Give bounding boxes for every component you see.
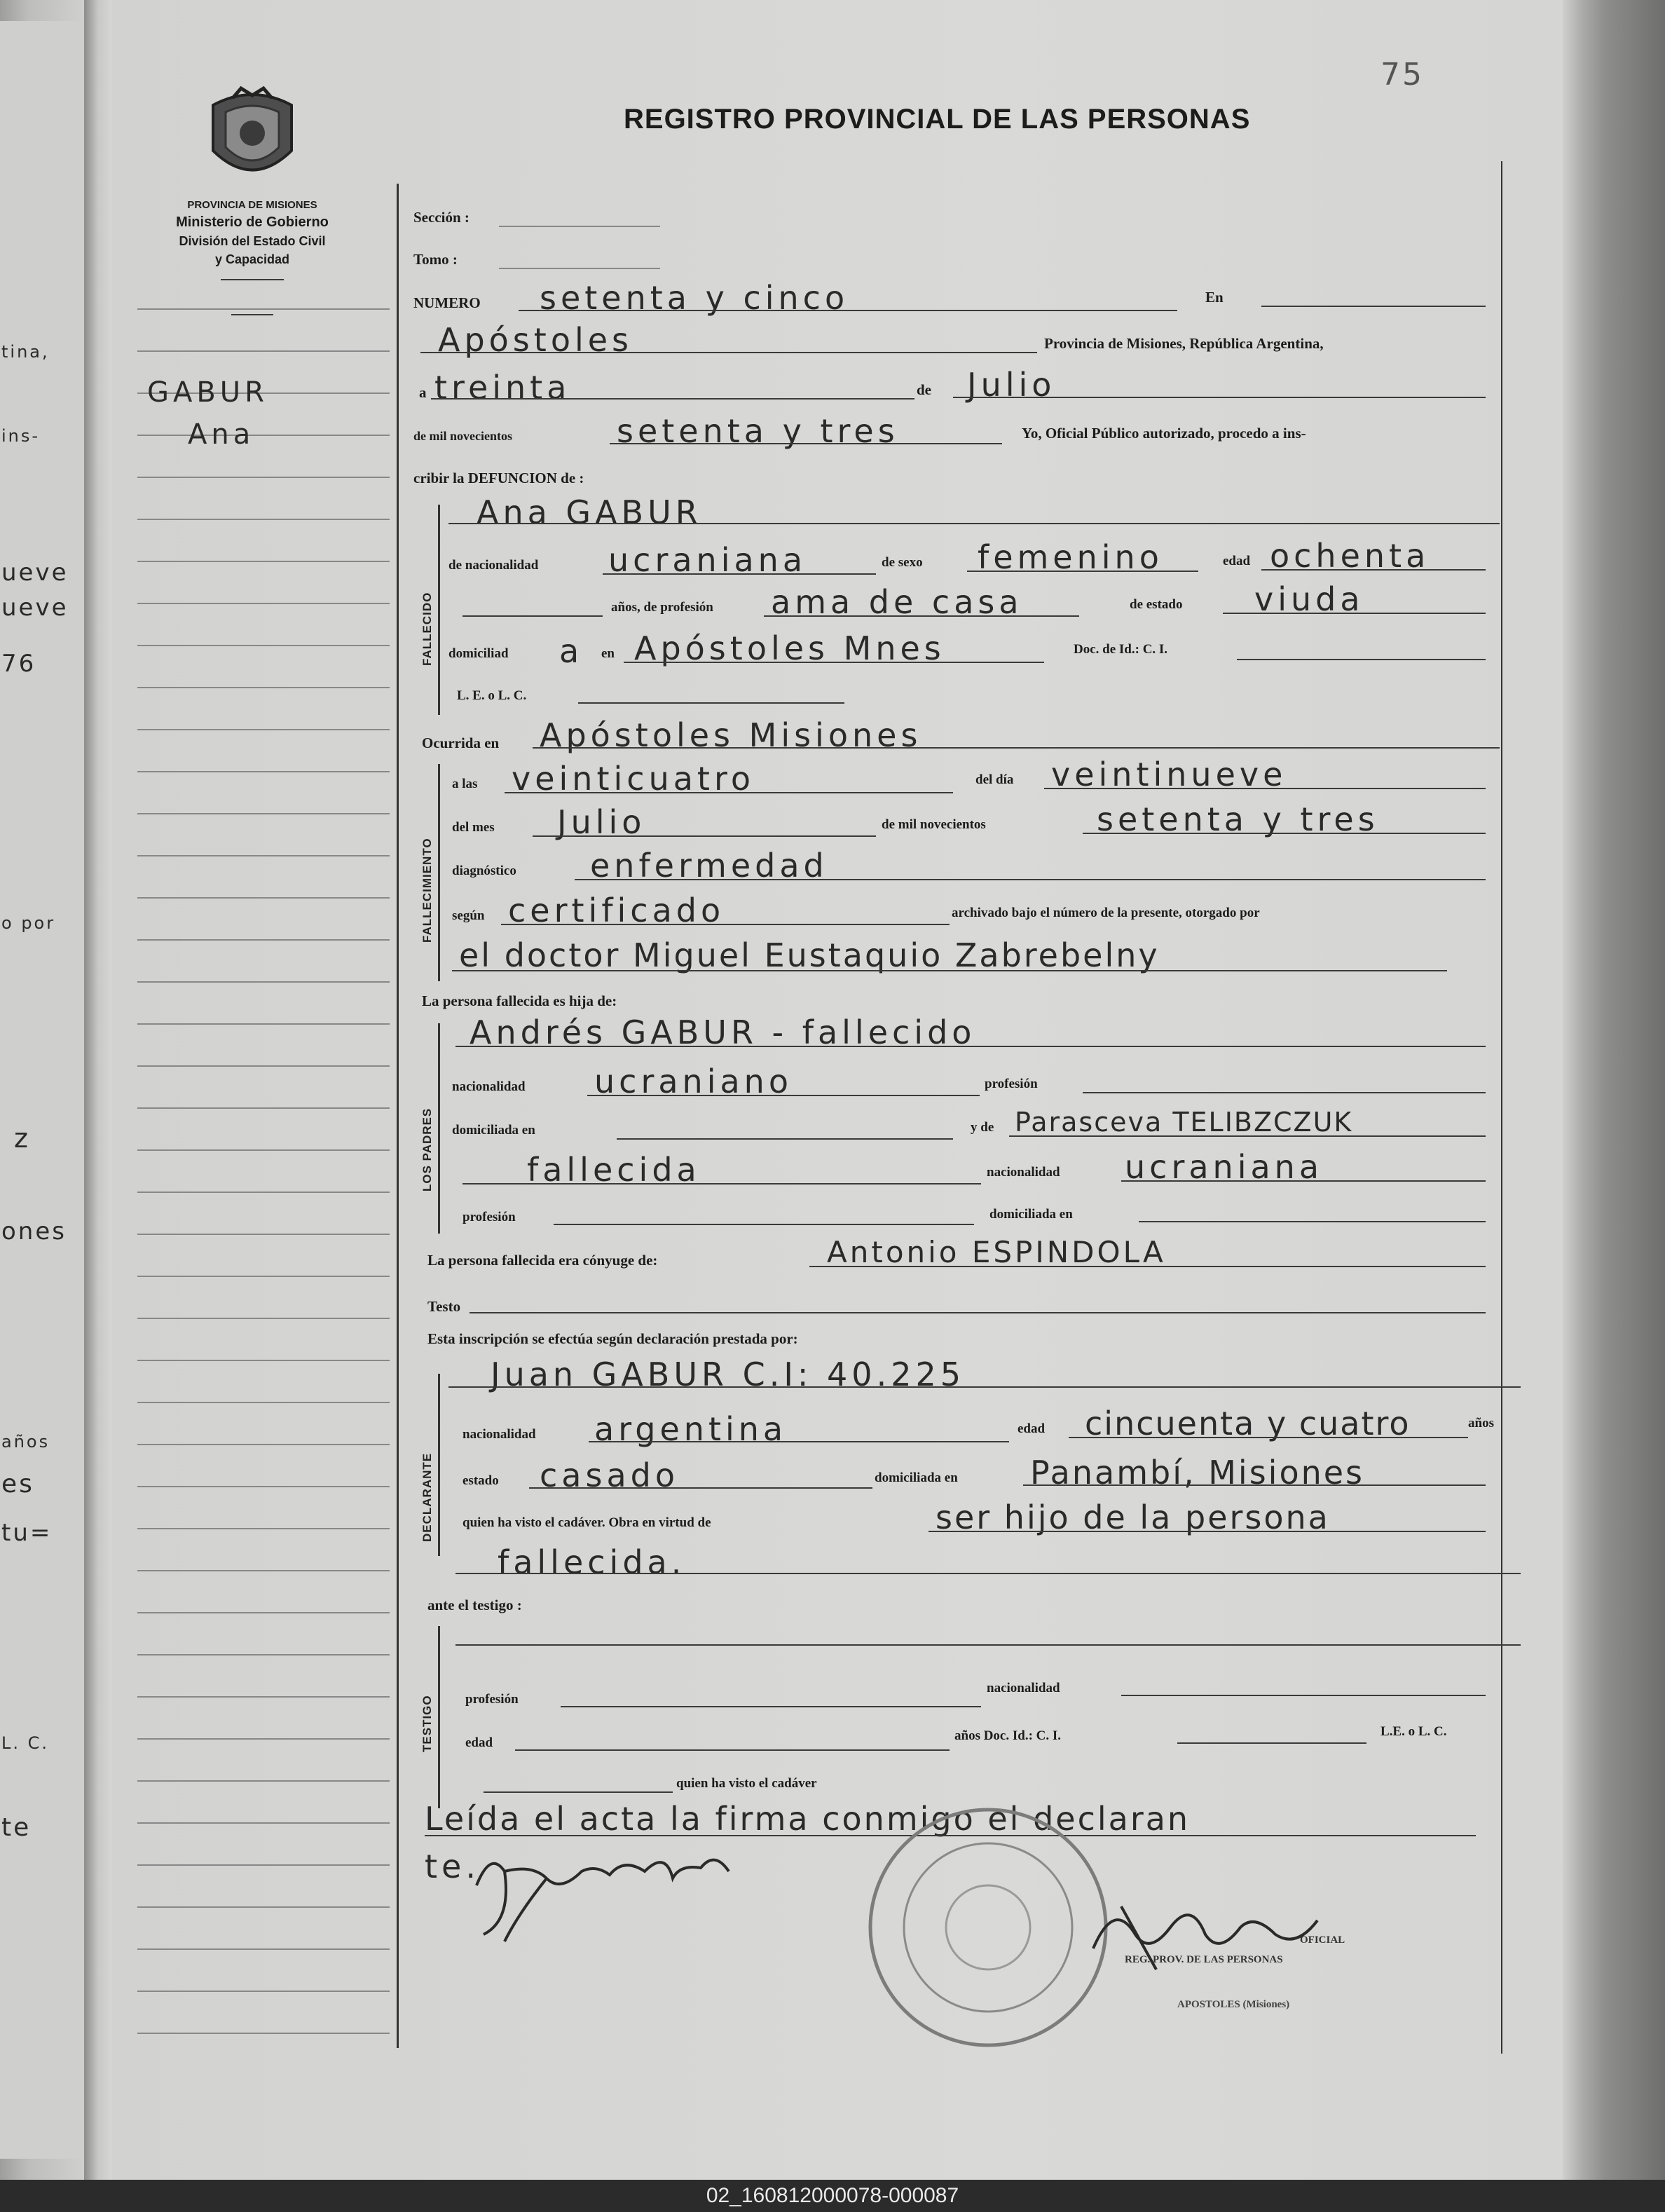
- segun-label: según: [452, 908, 485, 923]
- del-dia-label: del día: [975, 772, 1014, 787]
- profesion-value: ama de casa: [771, 583, 1023, 621]
- numero-value: setenta y cinco: [540, 279, 849, 317]
- domicilio-label: domiciliad: [448, 646, 509, 661]
- book-edge: [1563, 0, 1665, 2180]
- left-fragment: tu=: [1, 1519, 53, 1547]
- testigo-side-label: TESTIGO: [420, 1695, 434, 1752]
- madre-nacionalidad-line: [1121, 1180, 1486, 1182]
- ocurrida-label: Ocurrida en: [422, 735, 500, 751]
- testigo-profesion-line: [561, 1706, 981, 1707]
- le-label: L. E. o L. C.: [457, 688, 527, 703]
- oficial-label: Yo, Oficial Público autorizado, procedo a ins-: [1022, 425, 1306, 442]
- left-fragment: z: [14, 1123, 30, 1154]
- edad-value: ochenta: [1270, 537, 1430, 575]
- margin-rule: [137, 1276, 390, 1277]
- testigo-label: ante el testigo :: [427, 1597, 522, 1613]
- lugar-line: [420, 352, 1037, 353]
- provincia-label: Provincia de Misiones, República Argentina,: [1044, 335, 1324, 352]
- declarante-nacionalidad-line: [589, 1441, 1009, 1442]
- padre-nacionalidad-label: nacionalidad: [452, 1079, 526, 1094]
- declarante-estado-line: [529, 1487, 872, 1489]
- form-frame-line: [1501, 161, 1502, 2054]
- margin-rule: [137, 1864, 390, 1866]
- padres-side-label: LOS PADRES: [420, 1107, 434, 1192]
- madre-profesion-line: [554, 1224, 974, 1225]
- margin-surname: GABUR: [147, 376, 268, 409]
- declarante-anios-label: años: [1468, 1416, 1494, 1431]
- tomo-line: [499, 268, 660, 269]
- testigo-bracket: [438, 1626, 440, 1808]
- fallecimiento-bracket: [438, 764, 440, 981]
- margin-rule: [137, 855, 390, 856]
- page-number: 75: [1380, 57, 1424, 93]
- testo-line: [470, 1312, 1486, 1313]
- domicilio-suffix: a: [559, 632, 584, 670]
- doc-line: [1237, 659, 1486, 660]
- agency-line: PROVINCIA DE MISIONES: [187, 199, 317, 211]
- madre-estado-line: [463, 1183, 981, 1184]
- declaracion-label: Esta inscripción se efectúa según declaración prestada por:: [427, 1330, 798, 1347]
- tomo-label: Tomo :: [413, 251, 458, 268]
- padre-nacionalidad-value: ucraniano: [594, 1063, 793, 1100]
- margin-rule: [137, 1906, 390, 1908]
- testo-label: Testo: [427, 1298, 461, 1315]
- en-line: [1261, 306, 1486, 307]
- margin-rule: [137, 1149, 390, 1151]
- certificado-value: certificado: [508, 892, 725, 929]
- left-fragment: es: [1, 1470, 34, 1498]
- margin-rule: [137, 1023, 390, 1025]
- cierre-value2: te.: [425, 1848, 480, 1885]
- agency-line: y Capacidad: [214, 252, 290, 266]
- left-fragment: L. C.: [1, 1733, 50, 1753]
- margin-rule: [137, 1822, 390, 1824]
- margin-rule: [137, 1318, 390, 1319]
- diagnostico-label: diagnóstico: [452, 863, 516, 878]
- page-title: REGISTRO PROVINCIAL DE LAS PERSONAS: [624, 104, 1251, 135]
- declarante-edad-label: edad: [1018, 1421, 1046, 1436]
- conyuge-label: La persona fallecida era cónyuge de:: [427, 1252, 658, 1269]
- margin-rule: [137, 1612, 390, 1613]
- medico-line: [452, 970, 1447, 971]
- padre-domicilio-line: [617, 1138, 953, 1140]
- fallecido-bracket: [438, 505, 440, 715]
- estado-line: [1223, 613, 1486, 614]
- margin-rule: [137, 1780, 390, 1782]
- left-fragment: años: [1, 1432, 50, 1452]
- margin-rule: [137, 435, 390, 436]
- left-fragment: ones: [1, 1217, 67, 1245]
- declarante-signature: [463, 1843, 827, 1948]
- numero-label: NUMERO: [413, 294, 481, 311]
- madre-domicilio-line: [1139, 1221, 1486, 1222]
- mes-line: [953, 397, 1486, 398]
- anio-label: de mil novecientos: [413, 429, 512, 443]
- declarante-virtud-value: ser hijo de la persona: [936, 1498, 1330, 1536]
- domicilio-en-label: en: [601, 646, 615, 661]
- estado-value: viuda: [1254, 580, 1364, 618]
- sexo-value: femenino: [978, 538, 1163, 576]
- left-fragment: ueve: [1, 559, 69, 587]
- anios-line: [463, 615, 603, 617]
- declarante-domiciliada-label: domiciliada en: [875, 1470, 958, 1485]
- sexo-line: [967, 571, 1198, 572]
- declarante-nombre-line: [448, 1386, 1521, 1388]
- margin-rule: [137, 981, 390, 983]
- agency-line: División del Estado Civil: [179, 234, 326, 248]
- testigo-le-label: L.E. o L. C.: [1380, 1724, 1447, 1739]
- margin-rule: [137, 1528, 390, 1529]
- numero-line: [519, 310, 1177, 311]
- anio-fallecimiento-line: [1083, 833, 1486, 834]
- nacionalidad-line: [603, 573, 876, 575]
- diagnostico-value: enfermedad: [590, 847, 828, 885]
- medico-value: el doctor Miguel Eustaquio Zabrebelny: [459, 936, 1160, 974]
- margin-rule: [137, 477, 390, 478]
- padre-value: Andrés GABUR - fallecido: [470, 1013, 976, 1051]
- hija-label: La persona fallecida es hija de:: [422, 992, 617, 1009]
- y-de-label: y de: [971, 1120, 994, 1135]
- fallecido-side-label: FALLECIDO: [420, 592, 434, 666]
- madre-line: [1009, 1135, 1486, 1137]
- testigo-anios-doc-label: años Doc. Id.: C. I.: [954, 1728, 1062, 1743]
- margin-rule: [137, 308, 390, 310]
- left-fragment: ueve: [1, 594, 69, 622]
- archivado-label: archivado bajo el número de la presente, otorgado por: [952, 906, 1260, 920]
- footer-bar: [0, 2180, 1665, 2212]
- madre-domiciliada-label: domiciliada en: [989, 1207, 1073, 1222]
- testigo-nacionalidad-label: nacionalidad: [987, 1681, 1060, 1695]
- margin-rule: [137, 645, 390, 646]
- edad-line: [1261, 569, 1486, 571]
- seccion-label: Sección :: [413, 209, 470, 226]
- agency-line: Ministerio de Gobierno: [176, 214, 329, 230]
- hora-line: [505, 792, 953, 793]
- margin-rule: [137, 1738, 390, 1740]
- padres-bracket: [438, 1023, 440, 1234]
- divider: [231, 314, 273, 315]
- madre-nacionalidad-value: ucraniana: [1125, 1148, 1324, 1186]
- declarante-edad-line: [1069, 1437, 1468, 1438]
- ocurrida-line: [533, 747, 1500, 749]
- margin-rule: [137, 1570, 390, 1571]
- certificado-line: [501, 924, 950, 925]
- margin-rule: [137, 813, 390, 814]
- margin-rule: [137, 1107, 390, 1109]
- edad-label: edad: [1223, 554, 1251, 568]
- margin-rule: [137, 1486, 390, 1487]
- padre-profesion-label: profesión: [985, 1077, 1038, 1091]
- margin-rule: [137, 897, 390, 899]
- padre-domiciliada-label: domiciliada en: [452, 1123, 535, 1138]
- margin-rule: [137, 2033, 390, 2034]
- mes-fallecimiento-value: Julio: [557, 803, 646, 841]
- margin-rule: [137, 771, 390, 772]
- margin-rule: [137, 519, 390, 520]
- declarante-nacionalidad-label: nacionalidad: [463, 1427, 536, 1442]
- fallecido-nombre-line: [448, 523, 1500, 524]
- margin-rule: [137, 350, 390, 352]
- conyuge-line: [809, 1266, 1486, 1267]
- profesion-line: [764, 615, 1079, 617]
- padre-profesion-line: [1083, 1092, 1486, 1093]
- declarante-domicilio-value: Panambí, Misiones: [1030, 1454, 1365, 1491]
- mes-value: Julio: [967, 366, 1056, 404]
- cierre-value: Leída el acta la firma conmigo el declaran: [425, 1800, 1191, 1838]
- conyuge-value: Antonio ESPINDOLA: [827, 1235, 1166, 1269]
- image-id-text: 02_160812000078-000087: [706, 2184, 959, 2207]
- oficial-signature: [1072, 1885, 1338, 1984]
- fallecido-nacionalidad-label: de nacionalidad: [448, 558, 539, 573]
- margin-rule: [137, 1065, 390, 1067]
- dia-line: [431, 398, 914, 400]
- declarante-nombre-value: Juan GABUR C.I: 40.225: [491, 1356, 965, 1393]
- margin-given-name: Ana: [188, 418, 255, 451]
- stamp-text: OFICIAL: [1300, 1934, 1345, 1946]
- a-label: a: [419, 384, 427, 401]
- testigo-profesion-label: profesión: [465, 1692, 519, 1707]
- stamp-text: REG. PROV. DE LAS PERSONAS: [1125, 1954, 1283, 1965]
- margin-rule: [137, 729, 390, 730]
- left-fragment: ins-: [1, 426, 41, 446]
- madre-nacionalidad-label: nacionalidad: [987, 1165, 1060, 1180]
- madre-value: Parasceva TELIBZCZUK: [1015, 1107, 1353, 1138]
- testigo-doc-line: [1177, 1742, 1366, 1744]
- declarante-bracket: [438, 1374, 440, 1556]
- stamp-text: APOSTOLES (Misiones): [1177, 1999, 1290, 2010]
- hora-value: veinticuatro: [512, 760, 755, 798]
- anios-prof-label: años, de profesión: [611, 600, 713, 615]
- madre-estado-value: fallecida: [527, 1151, 701, 1189]
- left-fragment: tina,: [1, 342, 50, 362]
- margin-rule: [137, 687, 390, 688]
- testigo-visto-label: quien ha visto el cadáver: [676, 1776, 817, 1791]
- coat-of-arms-emblem: [205, 84, 300, 189]
- inscribir-label: cribir la DEFUNCION de :: [413, 470, 584, 486]
- left-fragment: o por: [1, 913, 56, 933]
- divider: [221, 279, 284, 280]
- doc-label: Doc. de Id.: C. I.: [1074, 642, 1168, 657]
- margin-rule: [137, 1444, 390, 1445]
- margin-rule: [137, 1696, 390, 1698]
- margin-rule: [137, 1991, 390, 1992]
- padre-nacionalidad-line: [587, 1095, 980, 1096]
- margin-rule: [137, 603, 390, 604]
- domicilio-line: [624, 662, 1044, 663]
- le-line: [578, 702, 844, 704]
- anio-value: setenta y tres: [617, 412, 899, 450]
- lugar-value: Apóstoles: [438, 321, 633, 359]
- en-label: En: [1205, 289, 1224, 306]
- declarante-visto-label: quien ha visto el cadáver. Obra en virtud de: [463, 1515, 711, 1530]
- fallecido-nombre-value: Ana GABUR: [477, 493, 702, 531]
- declarante-estado-label: estado: [463, 1473, 499, 1488]
- seccion-line: [499, 226, 660, 227]
- testigo-nombre-line: [455, 1644, 1521, 1646]
- domicilio-value: Apóstoles Mnes: [634, 629, 945, 667]
- anio-line: [610, 443, 1002, 444]
- estado-label: de estado: [1130, 597, 1183, 612]
- dia-fallecimiento-line: [1044, 788, 1486, 789]
- form-frame-line: [397, 184, 399, 2048]
- del-mes-label: del mes: [452, 820, 495, 835]
- declarante-estado-value: casado: [540, 1456, 679, 1494]
- testigo-nacionalidad-line: [1121, 1695, 1486, 1696]
- testigo-edad-label: edad: [465, 1735, 493, 1750]
- margin-rule: [137, 1360, 390, 1361]
- margin-rule: [137, 1654, 390, 1655]
- margin-rule: [137, 1192, 390, 1193]
- a-las-label: a las: [452, 777, 478, 791]
- declarante-virtud-line2: [455, 1573, 1521, 1574]
- padre-line: [455, 1046, 1486, 1047]
- margin-rule: [137, 939, 390, 941]
- fallecido-nacionalidad-value: ucraniana: [608, 541, 807, 579]
- sexo-label: de sexo: [882, 555, 923, 570]
- left-fragment: te: [1, 1813, 32, 1842]
- margin-rule: [137, 1234, 390, 1235]
- testigo-edad-line: [515, 1749, 950, 1751]
- declarante-domicilio-line: [1023, 1484, 1486, 1486]
- fallecimiento-side-label: FALLECIMIENTO: [420, 838, 434, 943]
- declarante-edad-value: cincuenta y cuatro: [1085, 1405, 1411, 1442]
- declarante-side-label: DECLARANTE: [420, 1452, 434, 1542]
- margin-rule: [137, 1402, 390, 1403]
- ocurrida-value: Apóstoles Misiones: [540, 716, 922, 754]
- declarante-nacionalidad-value: argentina: [594, 1410, 788, 1448]
- dia-fallecimiento-value: veintinueve: [1051, 756, 1287, 793]
- de-label: de: [917, 381, 931, 398]
- declarante-virtud-line: [929, 1531, 1486, 1532]
- margin-ruled-lines: [137, 308, 390, 2075]
- madre-profesion-label: profesión: [463, 1210, 516, 1224]
- dia-value: treinta: [434, 369, 571, 407]
- anio-fallecimiento-value: setenta y tres: [1097, 800, 1379, 838]
- book-spine: [84, 0, 112, 2180]
- left-fragment: 76: [1, 650, 36, 678]
- declarante-virtud-value2: fallecida.: [498, 1543, 686, 1581]
- testigo-visto-line: [484, 1791, 673, 1793]
- anio-fallecimiento-label: de mil novecientos: [882, 817, 986, 832]
- mes-fallecimiento-line: [533, 835, 876, 837]
- diagnostico-line: [575, 879, 1486, 880]
- margin-rule: [137, 561, 390, 562]
- margin-rule: [137, 1948, 390, 1950]
